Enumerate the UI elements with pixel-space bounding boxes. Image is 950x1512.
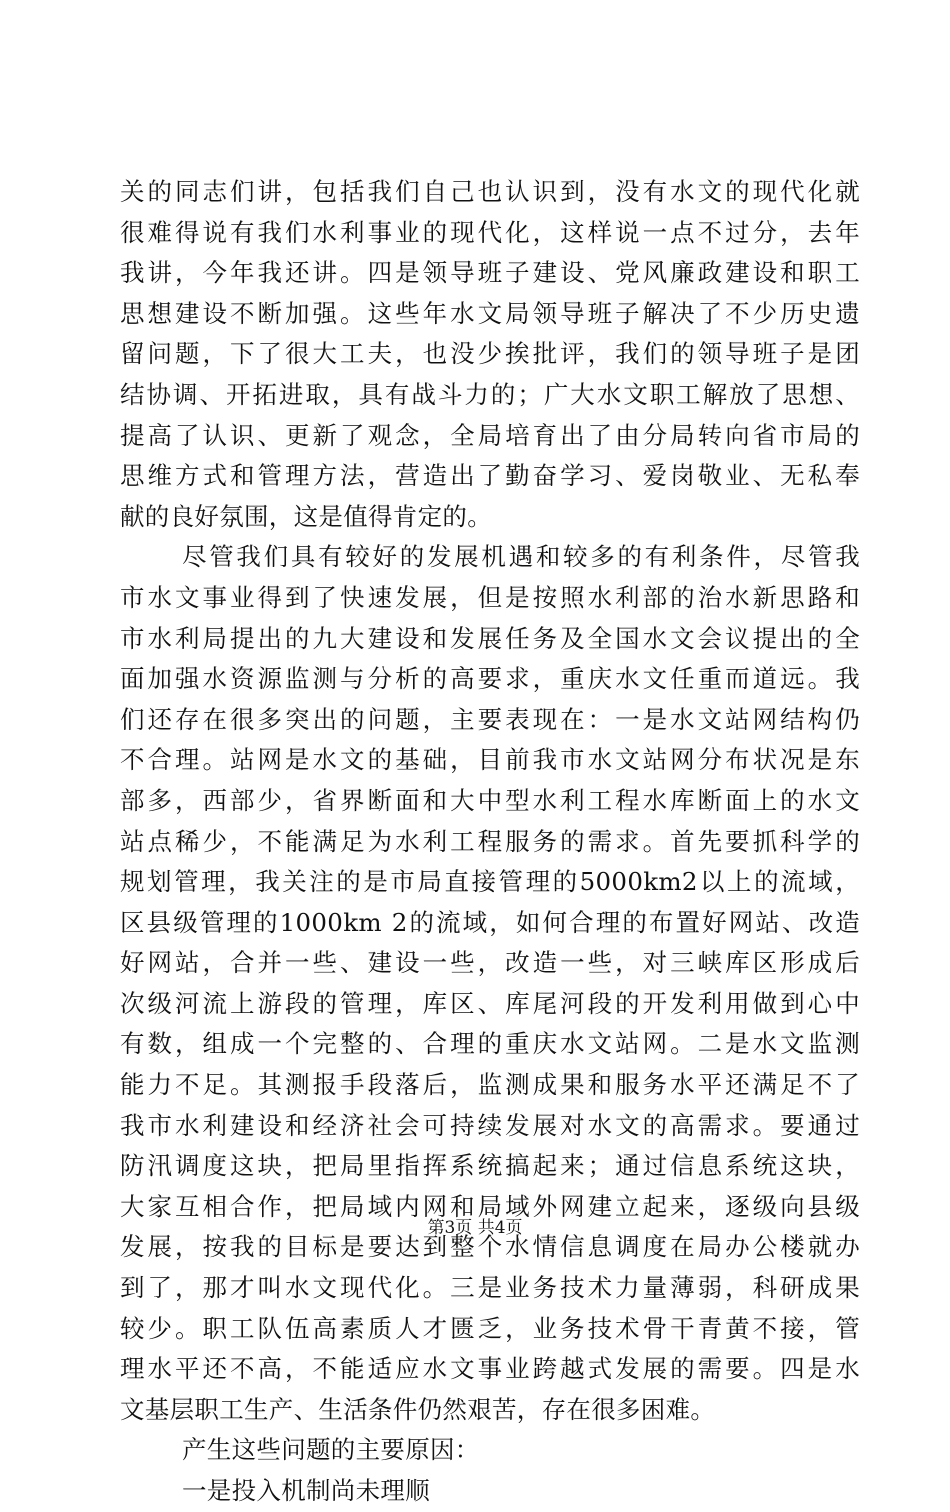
text-line: 结协调、开拓进取，具有战斗力的；广大水文职工解放了思想、 xyxy=(120,379,860,409)
text-line: 站点稀少，不能满足为水利工程服务的需求。首先要抓科学的 xyxy=(120,826,860,856)
text-line: 文基层职工生产、生活条件仍然艰苦，存在很多困难。 xyxy=(120,1394,716,1424)
text-line: 献的良好氛围，这是值得肯定的。 xyxy=(120,501,492,531)
paragraph-start-line: 尽管我们具有较好的发展机遇和较多的有利条件，尽管我 xyxy=(182,542,860,572)
text-line: 理水平还不高，不能适应水文事业跨越式发展的需要。四是水 xyxy=(120,1354,860,1384)
text-line: 们还存在很多突出的问题，主要表现在：一是水文站网结构仍 xyxy=(120,704,860,734)
text-line: 部多，西部少，省界断面和大中型水利工程水库断面上的水文 xyxy=(120,785,860,815)
text-line: 面加强水资源监测与分析的高要求，重庆水文任重而道远。我 xyxy=(120,664,860,694)
text-line: 大家互相合作，把局域内网和局域外网建立起来，逐级向县级 xyxy=(120,1191,860,1221)
paragraph-start-line: 一是投入机制尚未理顺 xyxy=(182,1476,430,1505)
text-line: 关的同志们讲，包括我们自己也认识到，没有水文的现代化就 xyxy=(120,177,860,206)
body-text xyxy=(120,172,860,1512)
text-line: 提高了认识、更新了观念，全局培育出了由分局转向省市局的 xyxy=(120,420,860,450)
text-line: 区县级管理的1000km 2的流域，如何合理的布置好网站、改造 xyxy=(120,907,860,937)
text-line: 留问题，下了很大工夫，也没少挨批评，我们的领导班子是团 xyxy=(120,339,860,369)
text-line: 思想建设不断加强。这些年水文局领导班子解决了不少历史遗 xyxy=(120,298,860,328)
text-line: 次级河流上游段的管理，库区、库尾河段的开发利用做到心中 xyxy=(120,988,860,1018)
text-line: 思维方式和管理方法，营造出了勤奋学习、爱岗敬业、无私奉 xyxy=(120,461,860,491)
text-line: 规划管理，我关注的是市局直接管理的5000km2以上的流域， xyxy=(120,867,860,897)
text-line: 能力不足。其测报手段落后，监测成果和服务水平还满足不了 xyxy=(120,1070,860,1100)
text-line: 市水利局提出的九大建设和发展任务及全国水文会议提出的全 xyxy=(120,623,860,653)
text-line: 我讲，今年我还讲。四是领导班子建设、党风廉政建设和职工 xyxy=(120,258,860,288)
text-line: 发展，按我的目标是要达到整个水情信息调度在局办公楼就办 xyxy=(120,1232,860,1262)
text-line: 很难得说有我们水利事业的现代化，这样说一点不过分，去年 xyxy=(120,217,860,247)
page-footer: 第3页 共4页 xyxy=(427,1218,523,1238)
text-line: 较少。职工队伍高素质人才匮乏，业务技术骨干青黄不接，管 xyxy=(120,1313,860,1343)
text-line: 不合理。站网是水文的基础，目前我市水文站网分布状况是东 xyxy=(120,745,860,775)
text-line: 防汛调度这块，把局里指挥系统搞起来；通过信息系统这块， xyxy=(120,1151,860,1181)
text-line: 到了，那才叫水文现代化。三是业务技术力量薄弱，科研成果 xyxy=(120,1273,860,1303)
text-line: 好网站，合并一些、建设一些，改造一些，对三峡库区形成后 xyxy=(120,948,860,978)
text-line: 我市水利建设和经济社会可持续发展对水文的高需求。要通过 xyxy=(120,1110,860,1140)
text-line: 有数，组成一个完整的、合理的重庆水文站网。二是水文监测 xyxy=(120,1029,860,1059)
paragraph-start-line: 产生这些问题的主要原因： xyxy=(182,1435,480,1465)
text-line: 市水文事业得到了快速发展，但是按照水利部的治水新思路和 xyxy=(120,582,860,612)
